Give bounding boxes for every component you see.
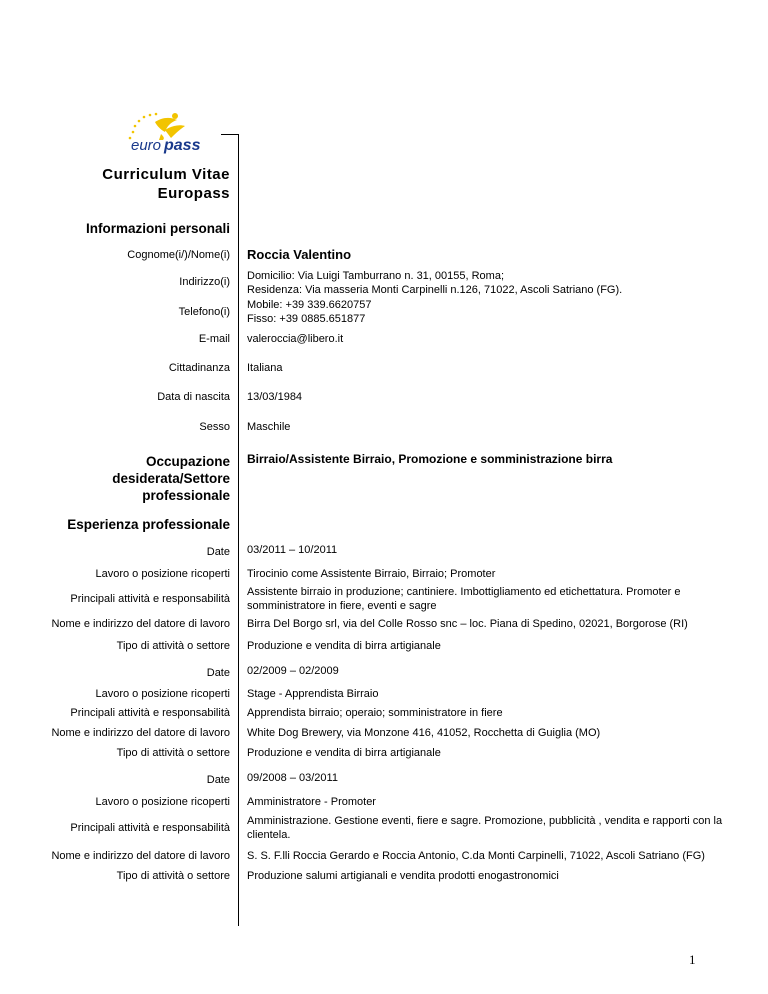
name-value: Roccia Valentino [247, 247, 352, 262]
occupation-label-3: professionale [142, 488, 230, 503]
phone-label: Telefono(i) [178, 306, 230, 318]
occupation-label-1: Occupazione [145, 454, 230, 469]
job-2-sector: Produzione e vendita di birra artigianale [247, 747, 441, 759]
job-3-date-label: Date [206, 774, 230, 786]
cv-subtitle: Europass [157, 185, 230, 202]
address-line-1: Domicilio: Via Luigi Tamburrano n. 31, 00155, Roma; [247, 270, 505, 282]
birth-label: Data di nascita [157, 391, 230, 403]
address-label: Indirizzo(i) [179, 276, 230, 288]
job-1-employer-label: Nome e indirizzo del datore di lavoro [51, 618, 230, 630]
cv-title: Curriculum Vitae [102, 166, 230, 183]
job-2-role-label: Lavoro o posizione ricoperti [95, 688, 230, 700]
job-1-date-label: Date [206, 546, 230, 558]
birth-value: 13/03/1984 [247, 391, 303, 403]
job-1-activities-1: Assistente birraio in produzione; cantiniere. Imbottigliamento ed etichettatura. Promoter e [247, 586, 681, 598]
job-3-activities-2: clientela. [247, 829, 291, 841]
job-3-employer: S. S. F.lli Roccia Gerardo e Roccia Antonio, C.da Monti Carpinelli, 71022, Ascoli Satriano (FG) [247, 850, 705, 862]
phone-mobile: Mobile: +39 339.6620757 [247, 299, 372, 311]
job-3-role: Amministratore - Promoter [247, 796, 376, 808]
job-2-activities-1: Apprendista birraio; operaio; somministratore in fiere [247, 707, 503, 719]
job-2-role: Stage - Apprendista Birraio [247, 688, 379, 700]
job-2-employer: White Dog Brewery, via Monzone 416, 41052, Rocchetta di Guiglia (MO) [247, 727, 601, 739]
job-3-sector-label: Tipo di attività o settore [116, 870, 230, 882]
job-3-employer-label: Nome e indirizzo del datore di lavoro [51, 850, 230, 862]
name-label: Cognome(i/)/Nome(i) [127, 249, 230, 261]
occupation-value: Birraio/Assistente Birraio, Promozione e somministrazione birra [247, 452, 613, 466]
citizenship-value: Italiana [247, 362, 283, 374]
job-2-activities-label: Principali attività e responsabilità [70, 707, 230, 719]
sex-value: Maschile [247, 421, 291, 433]
job-3-role-label: Lavoro o posizione ricoperti [95, 796, 230, 808]
email-value: valeroccia@libero.it [247, 333, 344, 345]
europass-figure-icon [125, 110, 239, 156]
job-1-sector: Produzione e vendita di birra artigianale [247, 640, 441, 652]
page-number: 1 [689, 952, 696, 967]
job-3-activities-1: Amministrazione. Gestione eventi, fiere e sagre. Promozione, pubblicità , vendita e rapporti con la [247, 815, 723, 827]
job-2-employer-label: Nome e indirizzo del datore di lavoro [51, 727, 230, 739]
phone-landline: Fisso: +39 0885.651877 [247, 313, 366, 325]
sex-label: Sesso [199, 421, 230, 433]
job-3-date: 09/2008 – 03/2011 [247, 772, 338, 784]
section-personal-title: Informazioni personali [85, 221, 230, 236]
job-1-sector-label: Tipo di attività o settore [116, 640, 230, 652]
address-line-2: Residenza: Via masseria Monti Carpinelli n.126, 71022, Ascoli Satriano (FG). [247, 284, 623, 296]
section-experience-title: Esperienza professionale [67, 517, 230, 532]
job-3-activities-label: Principali attività e responsabilità [70, 822, 230, 834]
job-2-date-label: Date [206, 667, 230, 679]
job-1-activities-2: somministratore in fiere, eventi e sagre [247, 600, 437, 612]
svg-text:euro: euro [131, 137, 162, 154]
header-rule [221, 134, 239, 135]
email-label: E-mail [198, 333, 230, 345]
job-1-activities-label: Principali attività e responsabilità [70, 593, 230, 605]
occupation-label-2: desiderata/Settore [112, 471, 230, 486]
job-1-role-label: Lavoro o posizione ricoperti [95, 568, 230, 580]
job-1-date: 03/2011 – 10/2011 [247, 544, 338, 556]
job-1-employer: Birra Del Borgo srl, via del Colle Rosso snc – loc. Piana di Spedino, 02021, Borgorose (RI) [247, 618, 688, 630]
job-2-sector-label: Tipo di attività o settore [116, 747, 230, 759]
job-3-sector: Produzione salumi artigianali e vendita prodotti enogastronomici [247, 870, 559, 882]
column-divider [238, 134, 239, 926]
citizenship-label: Cittadinanza [168, 362, 230, 374]
job-1-role: Tirocinio come Assistente Birraio, Birraio; Promoter [247, 568, 496, 580]
svg-text:pass: pass [164, 137, 201, 154]
europass-logo [125, 110, 239, 156]
job-2-date: 02/2009 – 02/2009 [247, 665, 339, 677]
